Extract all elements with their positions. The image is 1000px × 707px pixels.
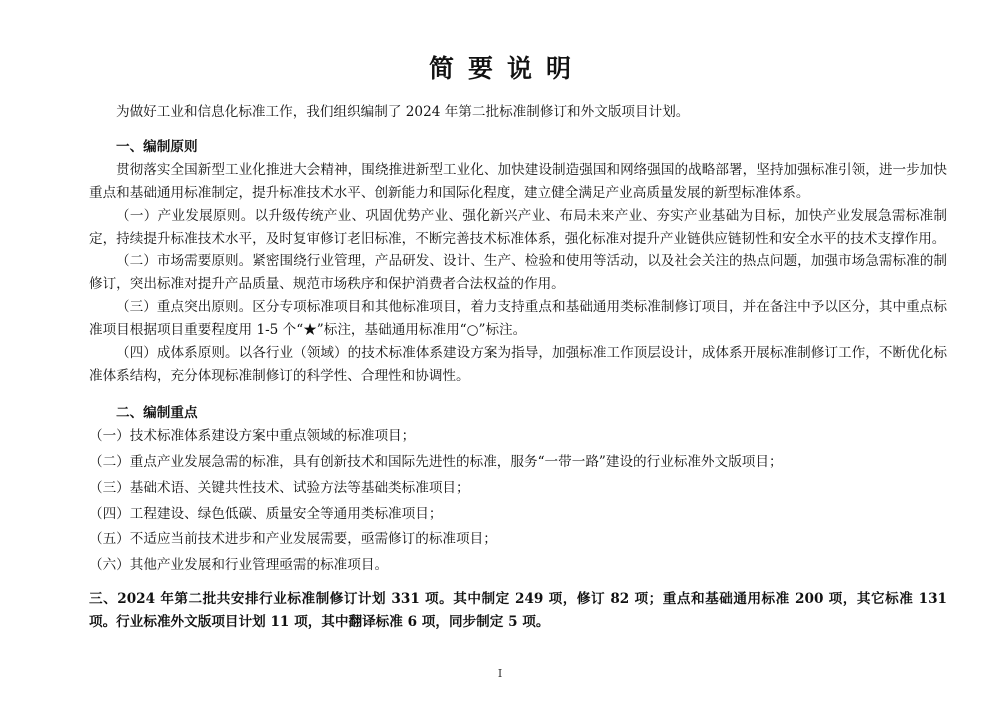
page-number: I [497, 667, 503, 680]
focus-item: （六）其他产业发展和行业管理亟需的标准项目。 [89, 557, 389, 574]
plan-summary-paragraph: 三、2024 年第二批共安排行业标准制修订计划 331 项。其中制定 249 项，修订 82 项；重点和基础通用标准 200 项，其它标准 131 项。行业标准外文版项目计划 11 项，其中翻译标准 6 项，同步制定 5 项。 [89, 591, 947, 631]
principle-item-system: （四）成体系原则。以各行业（领域）的技术标准体系建设方案为指导，加强标准工作顶层设计，成体系开展标准制修订工作，不断优化标准体系结构，充分体现标准制修订的科学性、合理性和协调性。 [89, 345, 947, 384]
focus-item: （三）基础术语、关键共性技术、试验方法等基础类标准项目； [89, 479, 470, 496]
document-body [89, 101, 947, 648]
focus-item: （四）工程建设、绿色低碳、质量安全等通用类标准项目； [89, 505, 443, 522]
principle-item-industry: （一）产业发展原则。以升级传统产业、巩固优势产业、强化新兴产业、布局未来产业、夯实产业基础为目标，加快产业发展急需标准制定，持续提升标准技术水平，及时复审修订老旧标准，不断完善技术标准体系，强化标准对提升产业链供应链韧性和安全水平的技术支撑作用。 [89, 207, 947, 247]
principles-paragraph: 贯彻落实全国新型工业化推进大会精神，围绕推进新型工业化、加快建设制造强国和网络强国的战略部署，坚持加强标准引领，进一步加快重点和基础通用标准制定，提升标准技术水平、创新能力和国际化程度，建立健全满足产业高质量发展的新型标准体系。 [89, 161, 947, 201]
focus-item: （二）重点产业发展急需的标准，具有创新技术和国际先进性的标准，服务“一带一路”建设的行业标准外文版项目； [89, 453, 783, 470]
focus-item: （一）技术标准体系建设方案中重点领域的标准项目； [89, 427, 416, 444]
section-heading-focus: 二、编制重点 [116, 404, 198, 421]
page-title: 简要说明 [428, 54, 585, 83]
focus-item: （五）不适应当前技术进步和产业发展需要，亟需修订的标准项目； [89, 531, 497, 548]
section-heading-principles: 一、编制原则 [116, 138, 198, 155]
principle-item-market: （二）市场需要原则。紧密围绕行业管理，产品研发、设计、生产、检验和使用等活动，以及社会关注的热点问题，加强市场急需标准的制修订，突出标准对提升产品质量、规范市场秩序和保护消费者合法权益的作用。 [89, 253, 947, 293]
principle-item-priority: （三）重点突出原则。区分专项标准项目和其他标准项目，着力支持重点和基础通用类标准制修订项目，并在备注中予以区分，其中重点标准项目根据项目重要程度用 1-5 个“★”标注，基础通用标准用“○”标注。 [89, 299, 947, 339]
intro-paragraph: 为做好工业和信息化标准工作，我们组织编制了 2024 年第二批标准制修订和外文版项目计划。 [116, 104, 690, 120]
